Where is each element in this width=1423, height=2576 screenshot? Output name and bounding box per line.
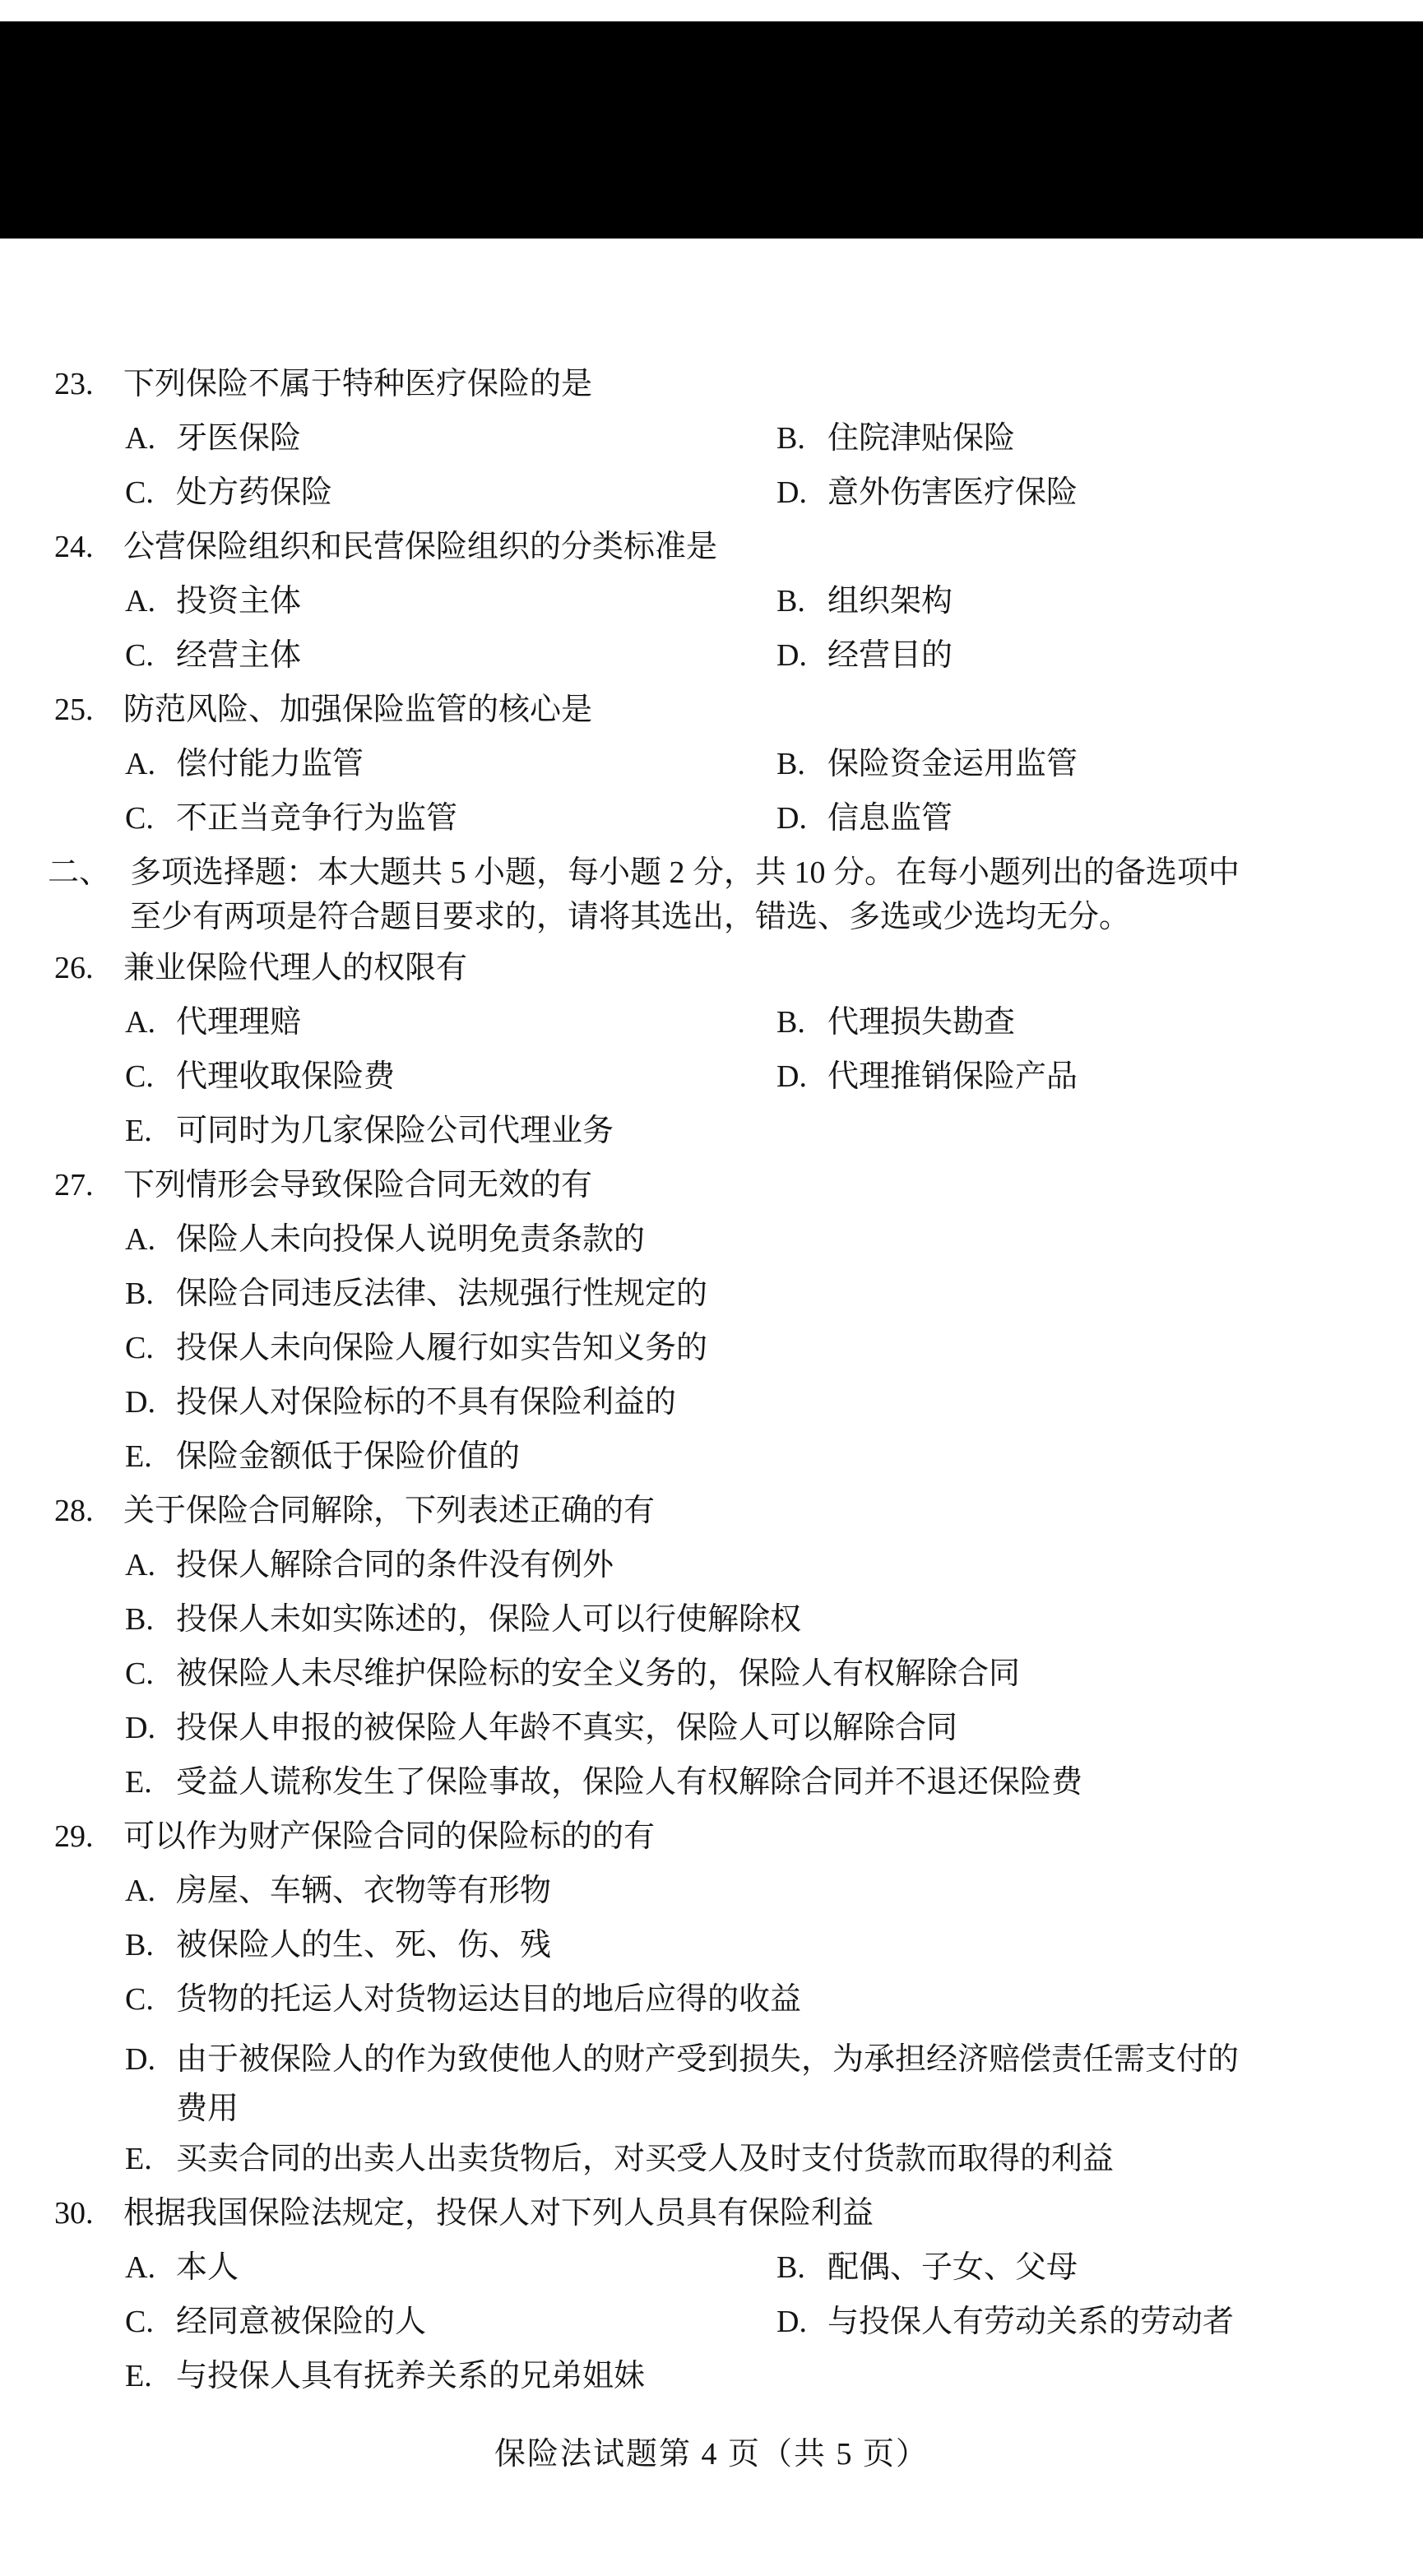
section-two-questions [0, 949, 1423, 2395]
question-number: 26. [54, 951, 94, 985]
question-stem: 可以作为财产保险合同的保险标的的有 [123, 1819, 656, 1854]
question-27-option-C [125, 1329, 1423, 1367]
option-label: D. [776, 801, 807, 836]
option-row [0, 1981, 1423, 2018]
page-footer-text: 保险法试题第 4 页（共 5 页） [494, 2437, 929, 2472]
question-28-option-B [125, 1601, 1423, 1638]
question-23-option-A [125, 419, 776, 457]
option-label: D. [776, 475, 807, 510]
question-23-option-B [776, 419, 1423, 457]
option-text: 经营主体 [176, 638, 302, 673]
option-text: 保险金额低于保险价值的 [176, 1439, 521, 1474]
option-text: 牙医保险 [176, 421, 302, 456]
option-text: 受益人谎称发生了保险事故，保险人有权解除合同并不退还保险费 [176, 1765, 1083, 1800]
option-text: 货物的托运人对货物运达目的地后应得的收益 [176, 1982, 802, 2017]
option-text: 被保险人未尽维护保险标的安全义务的，保险人有权解除合同 [176, 1656, 1021, 1691]
option-text: 投保人对保险标的不具有保险利益的 [176, 1385, 677, 1420]
question-29 [0, 1818, 1423, 2178]
option-row [0, 637, 1423, 674]
option-text: 由于被保险人的作为致使他人的财产受到损失，为承担经济赔偿责任需支付的费用 [176, 2042, 1240, 2126]
section-two-label: 二、 [48, 855, 111, 890]
question-28-option-E [125, 1763, 1423, 1801]
option-label: A. [125, 421, 155, 456]
option-text: 信息监管 [827, 801, 953, 836]
option-text: 配偶、子女、父母 [827, 2250, 1078, 2285]
option-text: 买卖合同的出卖人出卖货物后，对买受人及时支付货款而取得的利益 [176, 2142, 1115, 2176]
option-text: 保险合同违反法律、法规强行性规定的 [176, 1276, 708, 1311]
option-text: 投保人未向保险人履行如实告知义务的 [176, 1331, 708, 1365]
question-stem-row [0, 365, 1423, 403]
option-label: C. [125, 1982, 154, 2017]
option-row [0, 419, 1423, 457]
question-25-option-B [776, 745, 1423, 783]
option-row [0, 474, 1423, 512]
option-row [0, 745, 1423, 783]
option-row [0, 1601, 1423, 1638]
option-label: A. [125, 1874, 155, 1908]
question-number: 23. [54, 367, 94, 401]
option-row [0, 1275, 1423, 1313]
option-text: 代理损失勘查 [827, 1005, 1016, 1040]
option-text: 意外伤害医疗保险 [827, 475, 1078, 510]
option-label: B. [776, 421, 805, 456]
option-label: D. [776, 2305, 807, 2339]
question-stem-row [0, 2194, 1423, 2232]
option-label: C. [125, 801, 154, 836]
question-stem-row [0, 1492, 1423, 1530]
option-label: C. [125, 475, 154, 510]
question-number: 25. [54, 693, 94, 727]
question-number: 24. [54, 530, 94, 564]
question-stem: 关于保险合同解除，下列表述正确的有 [123, 1494, 656, 1528]
question-26-option-A [125, 1003, 776, 1041]
question-27 [0, 1166, 1423, 1476]
question-30-option-E [125, 2357, 1423, 2395]
option-text: 保险资金运用监管 [827, 747, 1078, 781]
option-row [0, 2249, 1423, 2286]
option-label: D. [125, 2042, 155, 2077]
question-stem-row [0, 528, 1423, 566]
option-label: C. [125, 1656, 154, 1691]
option-row [0, 1058, 1423, 1096]
option-text: 投保人解除合同的条件没有例外 [176, 1548, 614, 1582]
option-row [0, 1112, 1423, 1150]
section-two-heading-line2 [0, 898, 1423, 936]
option-text: 组织架构 [827, 584, 953, 619]
question-29-option-C [125, 1981, 1423, 2018]
question-28-option-A [125, 1546, 1423, 1584]
exam-body [0, 365, 1423, 2412]
section-two-heading-line1 [0, 854, 1423, 892]
option-label: E. [125, 2359, 152, 2393]
option-text: 经同意被保险的人 [176, 2305, 427, 2339]
question-24-option-C [125, 637, 776, 674]
option-row [0, 2035, 1423, 2134]
option-text: 处方药保险 [176, 475, 333, 510]
question-stem: 公营保险组织和民营保险组织的分类标准是 [123, 530, 718, 564]
question-23 [0, 365, 1423, 512]
section-two-instructions-line2: 至少有两项是符合题目要求的，请将其选出，错选、多选或少选均无分。 [130, 900, 1131, 934]
option-label: A. [125, 1548, 155, 1582]
option-label: E. [125, 2142, 152, 2176]
question-27-option-A [125, 1221, 1423, 1258]
option-text: 房屋、车辆、衣物等有形物 [176, 1874, 552, 1908]
question-24 [0, 528, 1423, 674]
option-label: C. [125, 2305, 154, 2339]
option-row [0, 1709, 1423, 1747]
section-one-questions [0, 365, 1423, 837]
question-24-option-A [125, 582, 776, 620]
question-number: 27. [54, 1168, 94, 1202]
question-25-option-D [776, 799, 1423, 837]
option-text: 不正当竞争行为监管 [176, 801, 458, 836]
option-label: C. [125, 1331, 154, 1365]
option-row [0, 2303, 1423, 2341]
question-number: 29. [54, 1819, 94, 1854]
option-row [0, 2357, 1423, 2395]
option-row [0, 1329, 1423, 1367]
question-29-option-A [125, 1872, 1423, 1910]
option-text: 经营目的 [827, 638, 953, 673]
option-row [0, 1221, 1423, 1258]
option-label: A. [125, 2250, 155, 2285]
question-number: 30. [54, 2196, 94, 2231]
option-row [0, 1763, 1423, 1801]
question-number: 28. [54, 1494, 94, 1528]
question-stem-row [0, 1818, 1423, 1856]
option-label: E. [125, 1114, 152, 1148]
option-label: A. [125, 584, 155, 619]
question-30-option-C [125, 2303, 776, 2341]
option-text: 与投保人具有抚养关系的兄弟姐妹 [176, 2359, 646, 2393]
question-stem: 下列情形会导致保险合同无效的有 [123, 1168, 593, 1202]
section-two-heading [0, 854, 1423, 936]
question-26-option-D [776, 1058, 1423, 1096]
question-28-option-C [125, 1655, 1423, 1693]
question-23-option-C [125, 474, 776, 512]
option-row [0, 582, 1423, 620]
option-text: 代理理赔 [176, 1005, 302, 1040]
option-row [0, 1003, 1423, 1041]
page-footer [0, 2428, 1423, 2473]
option-label: A. [125, 1222, 155, 1257]
question-stem: 兼业保险代理人的权限有 [123, 951, 468, 985]
option-label: C. [125, 1059, 154, 1094]
section-two-instructions-line1: 多项选择题：本大题共 5 小题，每小题 2 分，共 10 分。在每小题列出的备选项中 [130, 855, 1240, 890]
question-stem-row [0, 1166, 1423, 1204]
question-25-option-A [125, 745, 776, 783]
option-text: 被保险人的生、死、伤、残 [176, 1928, 552, 1962]
option-label: A. [125, 1005, 155, 1040]
option-text: 可同时为几家保险公司代理业务 [176, 1114, 614, 1148]
option-label: E. [125, 1765, 152, 1800]
option-row [0, 799, 1423, 837]
question-27-option-B [125, 1275, 1423, 1313]
question-stem: 根据我国保险法规定，投保人对下列人员具有保险利益 [123, 2196, 874, 2231]
option-row [0, 1546, 1423, 1584]
question-26-option-C [125, 1058, 776, 1096]
option-row [0, 1872, 1423, 1910]
option-text: 住院津贴保险 [827, 421, 1016, 456]
option-label: E. [125, 1439, 152, 1474]
option-label: D. [776, 638, 807, 673]
question-stem-row [0, 691, 1423, 729]
question-28 [0, 1492, 1423, 1801]
question-27-option-E [125, 1438, 1423, 1476]
question-24-option-B [776, 582, 1423, 620]
option-label: D. [125, 1711, 155, 1745]
option-label: B. [776, 584, 805, 619]
option-row [0, 1926, 1423, 1964]
option-label: C. [125, 638, 154, 673]
question-23-option-D [776, 474, 1423, 512]
question-stem: 下列保险不属于特种医疗保险的是 [123, 367, 593, 401]
option-label: D. [776, 1059, 807, 1094]
option-text: 投资主体 [176, 584, 302, 619]
question-26-option-E [125, 1112, 1423, 1150]
question-29-option-E [125, 2140, 1423, 2178]
option-text: 本人 [176, 2250, 239, 2285]
question-25 [0, 691, 1423, 837]
question-24-option-D [776, 637, 1423, 674]
question-30-option-A [125, 2249, 776, 2286]
question-26 [0, 949, 1423, 1150]
option-text: 代理推销保险产品 [827, 1059, 1078, 1094]
option-text: 偿付能力监管 [176, 747, 364, 781]
question-stem-row [0, 949, 1423, 987]
question-25-option-C [125, 799, 776, 837]
question-28-option-D [125, 1709, 1423, 1747]
option-label: B. [125, 1276, 154, 1311]
option-text: 投保人申报的被保险人年龄不真实，保险人可以解除合同 [176, 1711, 958, 1745]
option-row [0, 1655, 1423, 1693]
question-stem: 防范风险、加强保险监管的核心是 [123, 693, 593, 727]
option-label: B. [776, 1005, 805, 1040]
option-text: 保险人未向投保人说明免责条款的 [176, 1222, 646, 1257]
question-29-option-B [125, 1926, 1423, 1964]
option-label: B. [776, 747, 805, 781]
scan-black-band [0, 21, 1423, 239]
option-text: 投保人未如实陈述的，保险人可以行使解除权 [176, 1602, 802, 1637]
question-30-option-B [776, 2249, 1423, 2286]
option-label: B. [125, 1602, 154, 1637]
question-27-option-D [125, 1383, 1423, 1421]
option-text: 代理收取保险费 [176, 1059, 396, 1094]
option-label: B. [776, 2250, 805, 2285]
question-29-option-D [125, 2035, 1423, 2134]
option-row [0, 2140, 1423, 2178]
question-30-option-D [776, 2303, 1423, 2341]
option-label: B. [125, 1928, 154, 1962]
option-row [0, 1383, 1423, 1421]
question-26-option-B [776, 1003, 1423, 1041]
option-text: 与投保人有劳动关系的劳动者 [827, 2305, 1235, 2339]
option-row [0, 1438, 1423, 1476]
option-label: D. [125, 1385, 155, 1420]
question-30 [0, 2194, 1423, 2395]
option-label: A. [125, 747, 155, 781]
